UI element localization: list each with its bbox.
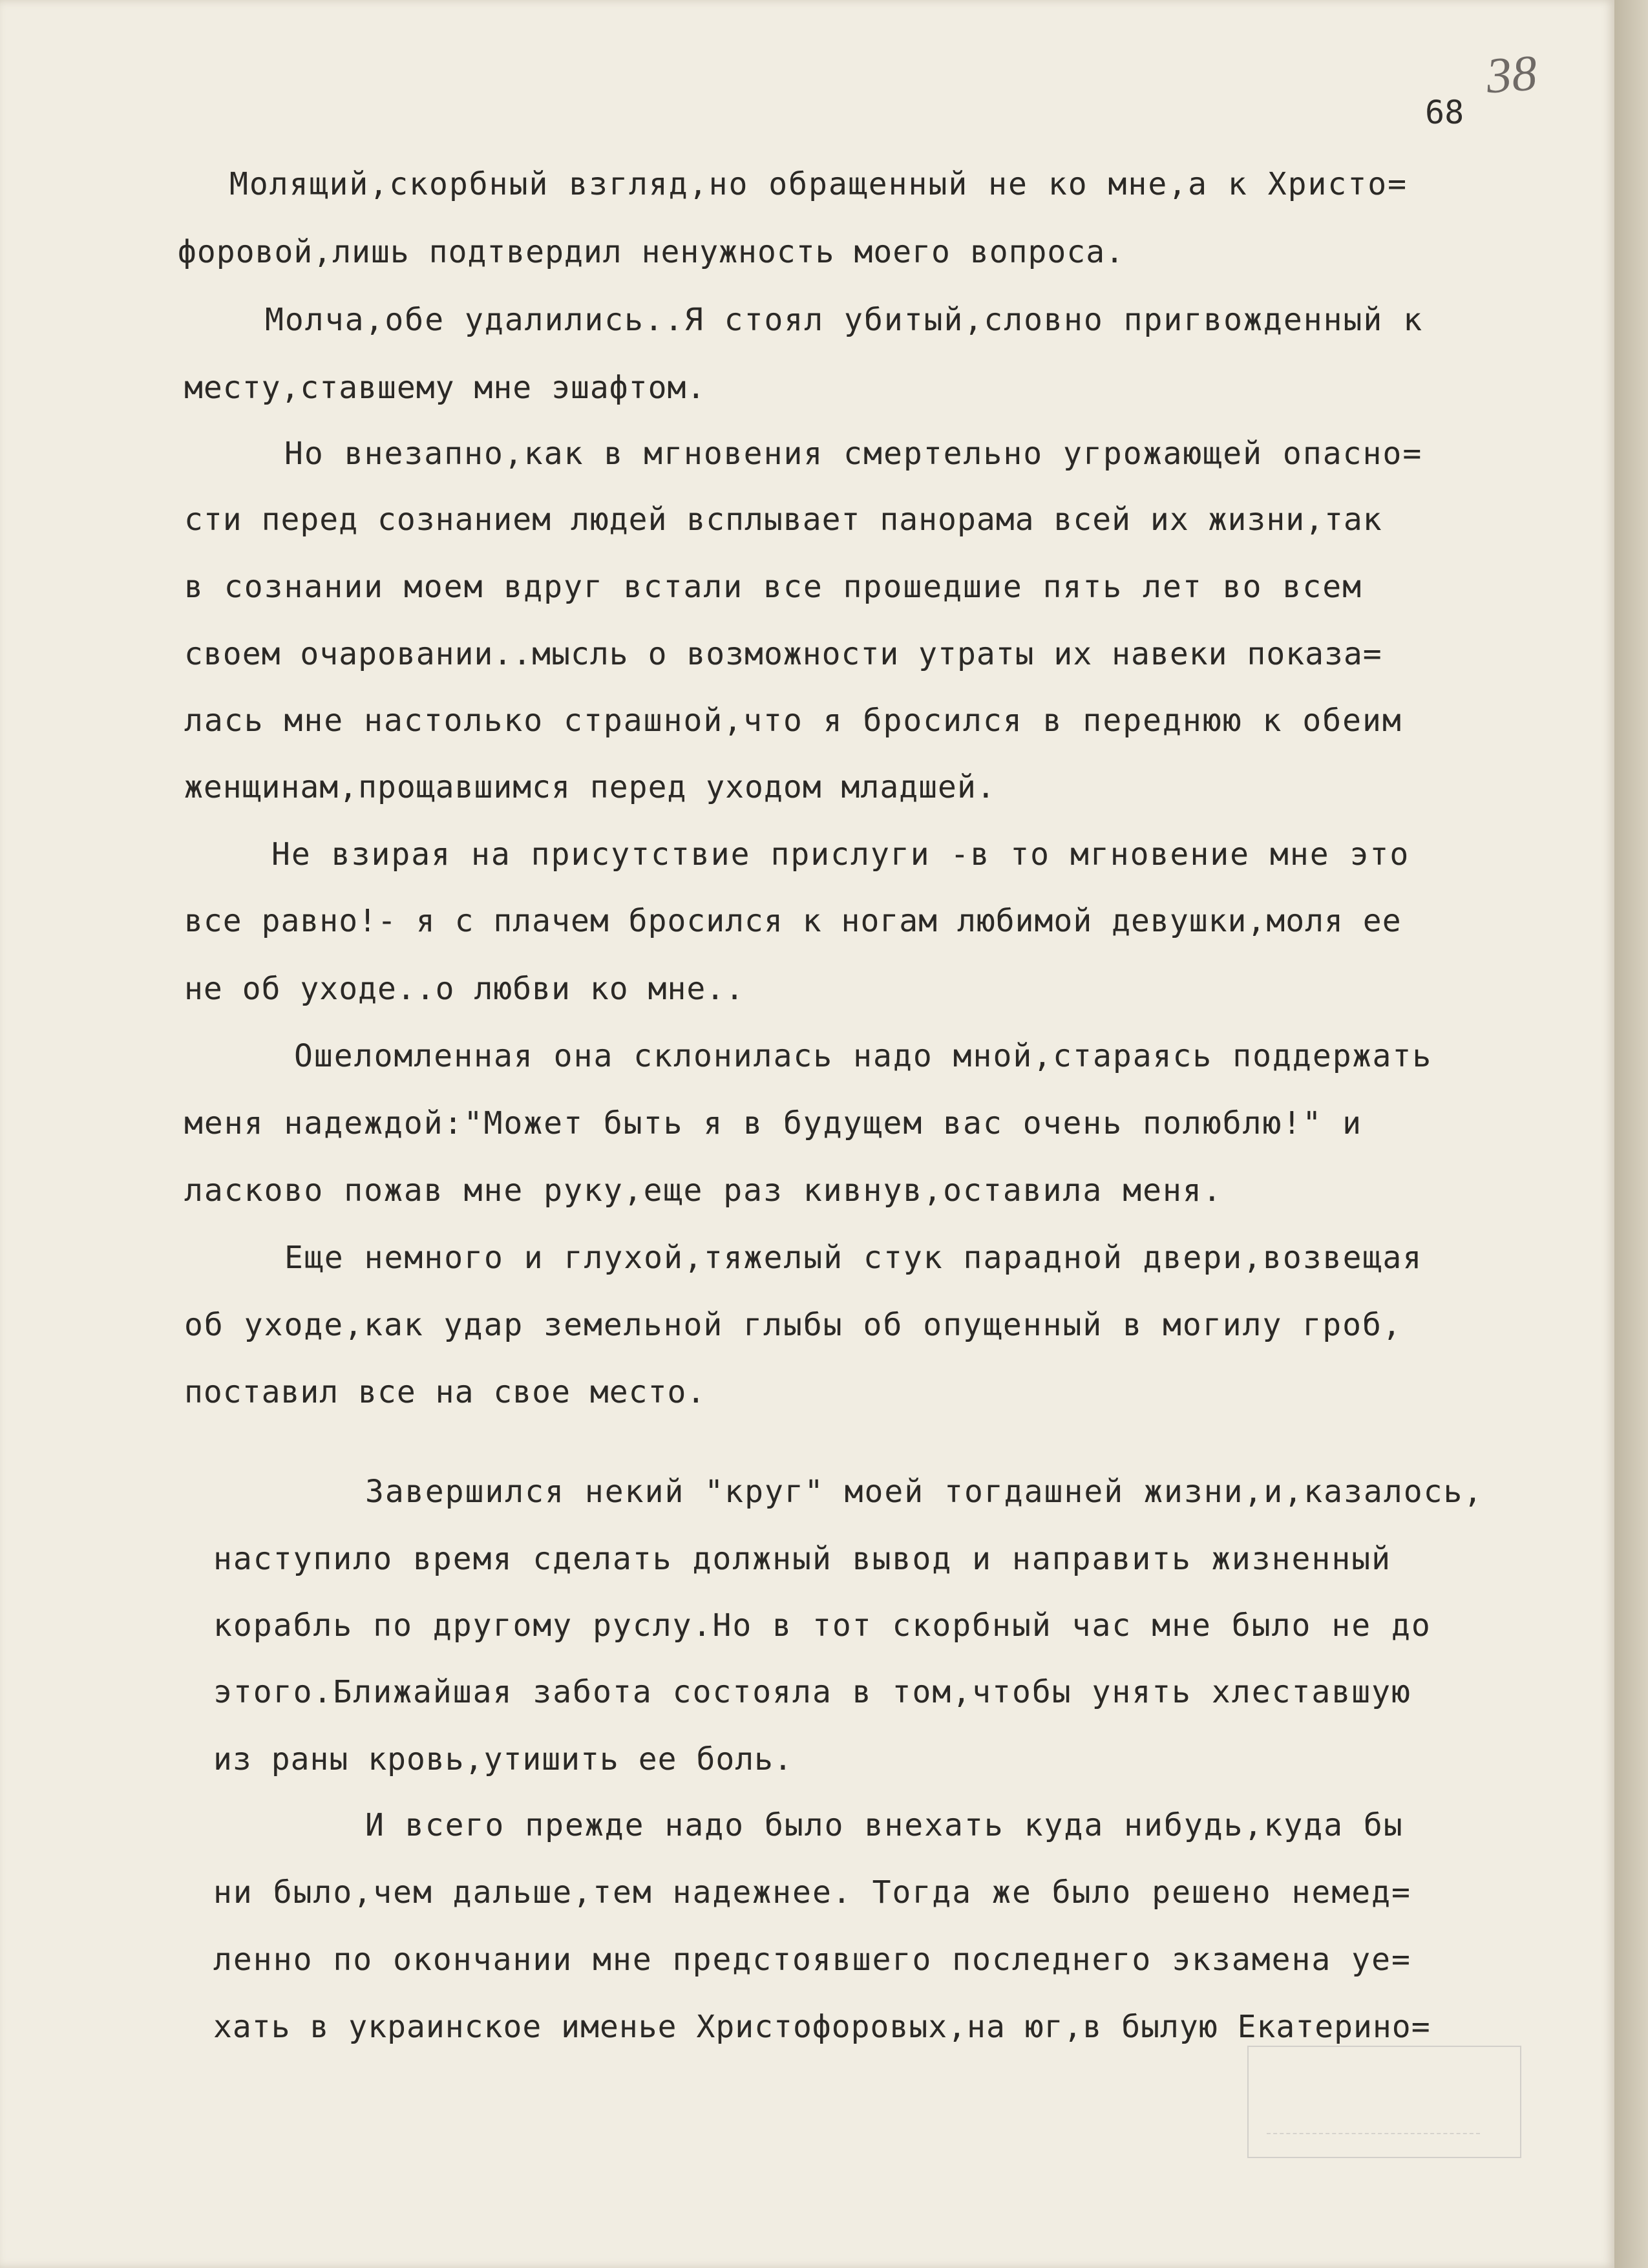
text-line: в сознании моем вдруг встали все прошедшие пять лет во всем [184, 569, 1363, 605]
text-line: не об уходе..о любви ко мне.. [184, 971, 745, 1007]
text-line: Но внезапно,как в мгновения смертельно угрожающей опасно= [284, 436, 1423, 472]
text-line: женщинам,прощавшимся перед уходом младшей. [184, 769, 996, 805]
text-line: этого.Ближайшая забота состояла в том,чтобы унять хлеставшую [213, 1674, 1411, 1710]
text-line: ленно по окончании мне предстоявшего последнего экзамена уе= [213, 1942, 1411, 1978]
text-line: форовой,лишь подтвердил ненужность моего вопроса. [178, 234, 1125, 270]
text-line: из раны кровь,утишить ее боль. [213, 1741, 793, 1777]
text-line: сти перед сознанием людей всплывает панорама всей их жизни,так [184, 502, 1382, 538]
text-line: Молча,обе удалились..Я стоял убитый,словно пригвожденный к [265, 302, 1424, 338]
archive-number: 38 [1484, 44, 1539, 104]
text-line: своем очаровании..мысль о возможности утраты их навеки показа= [184, 636, 1382, 672]
text-line: корабль по другому руслу.Но в тот скорбный час мне было не до [213, 1607, 1431, 1644]
text-line: И всего прежде надо было внехать куда нибудь,куда бы [365, 1807, 1404, 1843]
text-line: поставил все на свое место. [184, 1374, 706, 1410]
text-line: месту,ставшему мне эшафтом. [184, 370, 706, 406]
page-number: 68 [1425, 94, 1464, 131]
text-line: Молящий,скорбный взгляд,но обращенный не ко мне,а к Христо= [229, 166, 1408, 202]
text-line: хать в украинское именье Христофоровых,на юг,в былую Екатерино= [213, 2009, 1431, 2045]
text-line: все равно!- я с плачем бросился к ногам любимой девушки,моля ее [184, 903, 1402, 939]
text-line: наступило время сделать должный вывод и направить жизненный [213, 1541, 1392, 1577]
text-line: Не взирая на присутствие прислуги -в то мгновение мне это [271, 836, 1410, 873]
text-line: об уходе,как удар земельной глыбы об опущенный в могилу гроб, [184, 1307, 1402, 1343]
faint-stamp-line [1267, 2094, 1480, 2134]
text-line: ни было,чем дальше,тем надежнее. Тогда же было решено немед= [213, 1874, 1411, 1911]
text-line: лась мне настолько страшной,что я бросился в переднюю к обеим [184, 703, 1402, 739]
text-line: Завершился некий "круг" моей тогдашней жизни,и,казалось, [365, 1474, 1484, 1510]
text-line: ласково пожав мне руку,еще раз кивнув,оставила меня. [184, 1172, 1223, 1209]
text-line: Еще немного и глухой,тяжелый стук парадной двери,возвещая [284, 1240, 1423, 1276]
text-line: Ошеломленная она склонилась надо мной,стараясь поддержать [294, 1038, 1433, 1074]
text-line: меня надеждой:"Может быть я в будущем вас очень полюблю!" и [184, 1105, 1363, 1141]
